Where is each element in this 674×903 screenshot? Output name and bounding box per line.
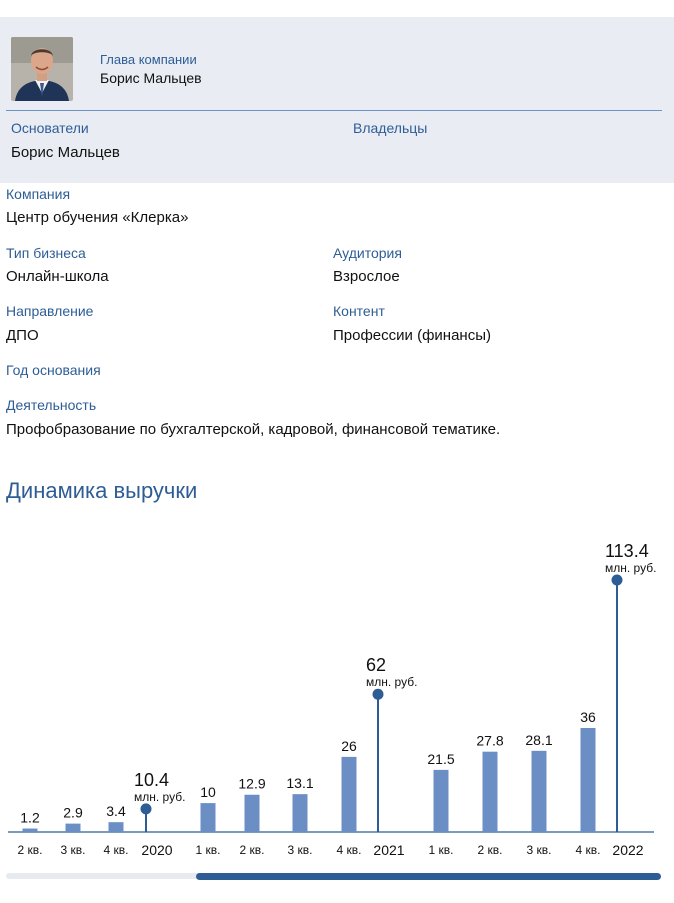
bar-value-label: 13.1 (286, 775, 314, 792)
card-divider (6, 110, 662, 111)
x-tick-label: 2 кв. (239, 843, 265, 857)
audience-label: Аудитория (333, 245, 402, 261)
activity-label: Деятельность (6, 397, 97, 413)
revenue-bar (581, 728, 596, 832)
year-total-unit: млн. руб. (605, 561, 657, 575)
revenue-bar (109, 822, 124, 832)
company-label: Компания (6, 186, 71, 202)
direction-label: Направление (6, 303, 94, 319)
bar-value-label: 12.9 (238, 775, 266, 792)
revenue-bar (201, 803, 216, 832)
company-value: Центр обучения «Клерка» (6, 209, 189, 226)
year-total-value: 62 (366, 655, 387, 676)
bar-value-label: 26 (341, 737, 357, 754)
x-tick-label: 3 кв. (287, 843, 313, 857)
x-year-label: 2021 (373, 842, 405, 858)
direction-value: ДПО (6, 327, 39, 344)
bar-value-label: 2.9 (63, 804, 83, 821)
x-tick-label: 4 кв. (336, 843, 362, 857)
head-role-label: Глава компании (100, 52, 197, 67)
founders-label: Основатели (11, 120, 89, 136)
avatar-photo (11, 37, 73, 101)
revenue-bar (293, 794, 308, 832)
x-year-label: 2020 (141, 842, 173, 858)
chart-scroll-thumb[interactable] (196, 873, 661, 880)
audience-value: Взрослое (333, 268, 400, 285)
revenue-bar (532, 751, 547, 832)
x-tick-label: 2 кв. (477, 843, 503, 857)
bar-value-label: 28.1 (525, 731, 553, 748)
bar-value-label: 10 (200, 784, 216, 801)
bar-value-label: 27.8 (476, 732, 504, 749)
x-year-label: 2022 (612, 842, 644, 858)
revenue-bar (23, 829, 38, 832)
year-total-unit: млн. руб. (134, 789, 186, 804)
x-tick-label: 4 кв. (103, 843, 129, 857)
x-tick-label: 3 кв. (526, 843, 552, 857)
revenue-bar (66, 824, 81, 832)
activity-value: Профобразование по бухгалтерской, кадровой, финансовой тематике. (6, 421, 501, 438)
year-total-value: 10.4 (134, 769, 170, 790)
company-head-card (0, 17, 674, 183)
revenue-section-title: Динамика выручки (6, 478, 198, 503)
year-total-dot (612, 575, 623, 586)
revenue-bar (342, 757, 357, 832)
revenue-chart[interactable] (0, 520, 674, 860)
x-tick-label: 4 кв. (575, 843, 601, 857)
x-tick-label: 1 кв. (428, 843, 454, 857)
bar-value-label: 36 (580, 709, 596, 725)
x-tick-label: 1 кв. (195, 843, 221, 857)
x-tick-label: 2 кв. (17, 843, 43, 857)
content-label: Контент (333, 303, 385, 319)
business-type-label: Тип бизнеса (6, 245, 86, 261)
revenue-bar (434, 770, 449, 832)
year-total-unit: млн. руб. (366, 675, 418, 690)
bar-value-label: 21.5 (427, 750, 455, 767)
head-name[interactable]: Борис Мальцев (100, 70, 202, 86)
year-total-value: 113.4 (605, 541, 649, 561)
x-tick-label: 3 кв. (60, 843, 86, 857)
bar-value-label: 1.2 (20, 809, 40, 826)
year-total-dot (373, 689, 384, 700)
owners-label: Владельцы (353, 120, 428, 136)
revenue-bar (245, 795, 260, 832)
content-value: Профессии (финансы) (333, 327, 491, 344)
avatar (11, 37, 73, 101)
year-total-dot (141, 803, 152, 814)
business-type-value: Онлайн-школа (6, 268, 109, 285)
revenue-bar (483, 752, 498, 832)
bar-value-label: 3.4 (106, 803, 126, 820)
founded-label: Год основания (6, 362, 101, 378)
founders-value[interactable]: Борис Мальцев (11, 144, 120, 161)
